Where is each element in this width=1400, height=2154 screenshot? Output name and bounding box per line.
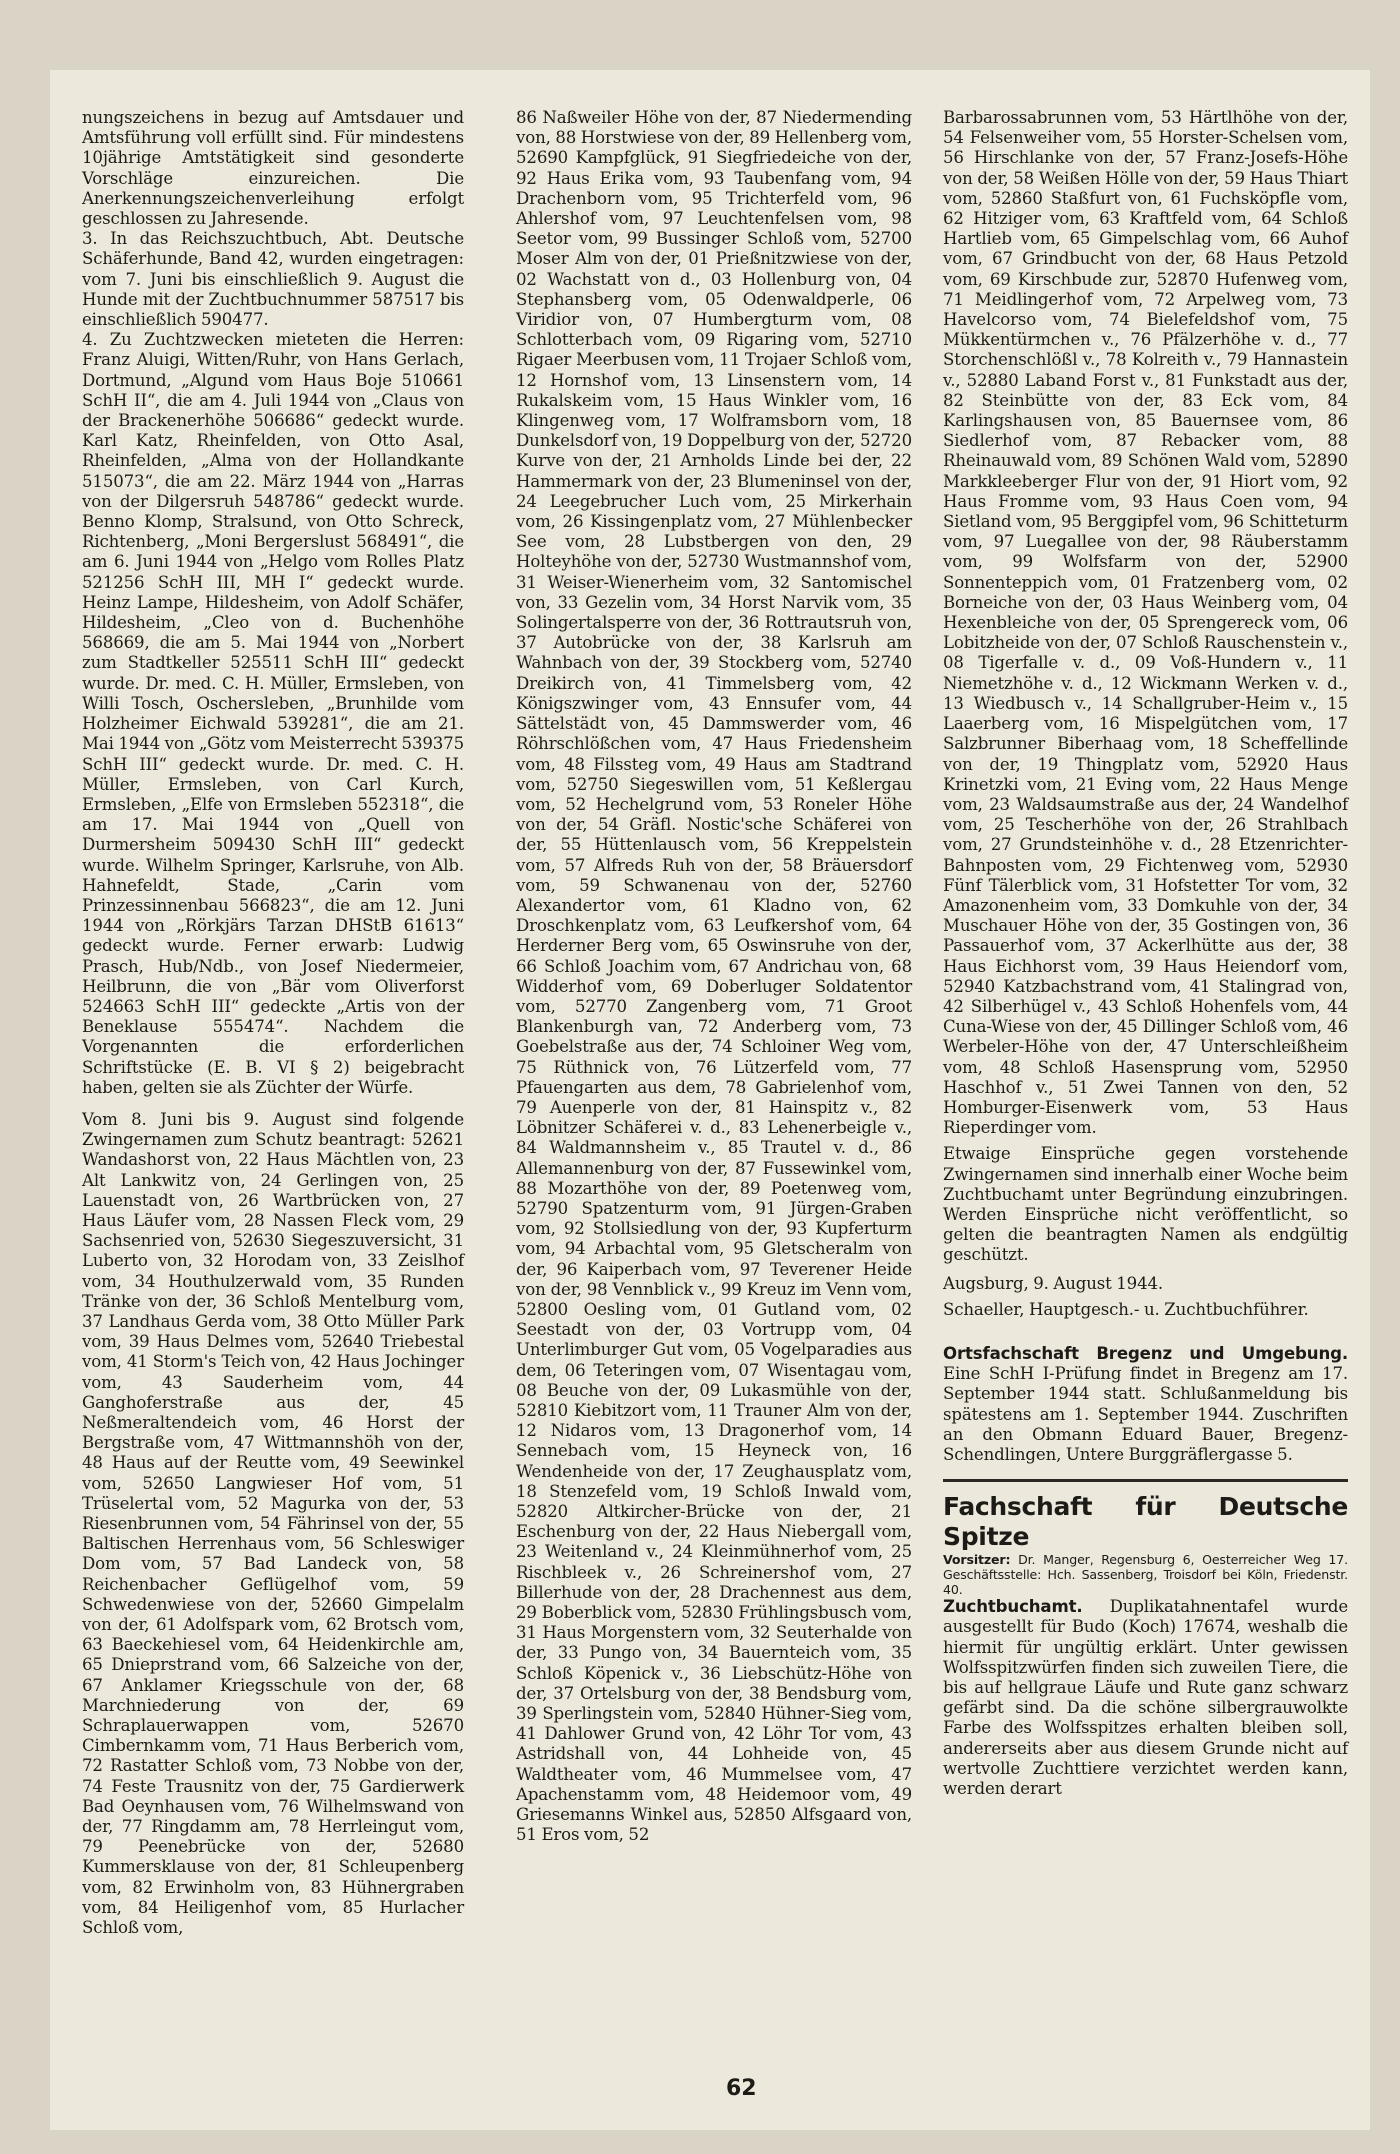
paragraph-kennel-names-start: Vom 8. Juni bis 9. August sind folgende Zwingernamen zum Schutz beantragt: 52621 Wandashorst von, 22 Haus Mächtlen von, 23 Alt Lankwitz von, 24 Gerlingen von, 25 Lauenstadt von, 26 Wartbrücken von, 27 Haus Läufer vom, 28 Nassen Fleck vom, 29 Sachsenried von, 52630 Siegeszuversicht, 31 Luberto von, 32 Horodam von, 33 Zeislhof vom, 34 Houthulzerwald vom, 35 Runden Tränke von der, 36 Schloß Mentelburg vom, 37 Landhaus Gerda vom, 38 Otto Müller Park vom, 39 Haus Delmes vom, 52640 Triebestal vom, 41 Storm's Teich von, 42 Haus Jochinger vom, 43 Sauderheim vom, 44 Ganghoferstraße aus der, 45 Neßmeraltendeich vom, 46 Horst der Bergstraße vom, 47 Wittmannshöh von der, 48 Haus auf der Reutte vom, 49 Seewinkel vom, 52650 Langwieser Hof vom, 51 Trüselertal vom, 52 Magurka von der, 53 Riesenbrunnen vom, 54 Fährinsel von der, 55 Baltischen Herrenhaus vom, 56 Schleswiger Dom vom, 57 Bad Landeck von, 58 Reichenbacher Geflügelhof vom, 59 Schwedenwiese von der, 52660 Gimpelalm von der, 61 Adolfspark vom, 62 Brotsch vom, 63 Baeckehiesel vom, 64 Heidenkirchle am, 65 Dnieprstrand vom, 66 Salzeiche von der, 67 Anklamer Kriegsschule von der, 68 Marchniederung von der, 69 Schraplauerwappen vom, 52670 Cimbernkamm vom, 71 Haus Berberich vom, 72 Rastatter Schloß vom, 73 Nobbe von der, 74 Feste Trausnitz von der, 75 Gardierwerk Bad Oeynhausen vom, 76 Wilhelmswand von der, 77 Ringdamm am, 78 Herrleingut vom, 79 Peenebrücke von der, 52680 Kummersklause von der, 81 Schleupenberg vom, 82 Erwinholm von, 83 Hühnergraben vom, 84 Heiligenhof vom, 85 Hurlacher Schloß vom, xyxy=(82,1109,464,1938)
notice-zuchtbuchamt-heading: Zuchtbuchamt. xyxy=(943,1597,1083,1617)
notice-bregenz-heading: Ortsfachschaft Bregenz und Umgebung. xyxy=(943,1343,1348,1363)
column-middle xyxy=(516,108,912,1845)
section-divider xyxy=(943,1479,1348,1482)
signature-line: Schaeller, Hauptgesch.- u. Zuchtbuchführer. xyxy=(943,1299,1309,1319)
paragraph-objections: Etwaige Einsprüche gegen vorstehende Zwingernamen sind innerhalb einer Woche beim Zuchtbuchamt unter Begründung einzubringen. Werden Einsprüche nicht veröffentlicht, so gelten die beantragten Namen als endgültig geschützt. xyxy=(943,1144,1348,1265)
section-meta-label: Vorsitzer: xyxy=(943,1552,1011,1568)
section-meta-text: Dr. Manger, Regensburg 6, Oesterreicher Weg 17. Geschäftsstelle: Hch. Sassenberg, Troisdorf bei Köln, Friedenstr. 40. xyxy=(943,1552,1348,1598)
notice-zuchtbuchamt xyxy=(943,1597,1348,1799)
notice-zuchtbuchamt-text: Duplikatahnentafel wurde ausgestellt für Budo (Koch) 17674, weshalb die hiermit für ungültig erklärt. Unter gewissen Wolfsspitzwürfen finden sich zuweilen Tiere, die bis auf hellgraue Läufe und Rute ganz schwarz gefärbt sind. Da die schöne silbergrauwolkte Farbe des Wolfsspitzes erhalten bleiben soll, andererseits aber aus diesem Grunde nicht auf wertvolle Zuchttiere verzichtet werden kann, werden derart xyxy=(943,1597,1348,1799)
section-title-spitze: Fachschaft für Deutsche Spitze xyxy=(943,1492,1348,1552)
paragraph-studbook: 3. In das Reichszuchtbuch, Abt. Deutsche Schäferhunde, Band 42, wurden eingetragen: vom 7. Juni bis einschließlich 9. August die Hunde mit der Zuchtbuchnummer 587517 bis einschließlich 590477. xyxy=(82,229,464,330)
notice-bregenz-text: Eine SchH I-Prüfung findet in Bregenz am 17. September 1944 statt. Schlußanmeldung bis spätestens am 1. September 1944. Zuschriften an den Obmann Eduard Bauer, Bregenz-Schendlingen, Untere Burggräflergasse 5. xyxy=(943,1364,1348,1464)
document-page xyxy=(50,70,1370,2130)
paragraph-kennel-names-end: Barbarossabrunnen vom, 53 Härtlhöhe von der, 54 Felsenweiher vom, 55 Horster-Schelsen vom, 56 Hirschlanke von der, 57 Franz-Josefs-Höhe von der, 58 Weißen Hölle von der, 59 Haus Thiart vom, 52860 Staßfurt von, 61 Fuchsköpfle vom, 62 Hitziger vom, 63 Kraftfeld vom, 64 Schloß Hartlieb vom, 65 Gimpelschlag vom, 66 Auhof vom, 67 Grindbucht von der, 68 Haus Petzold vom, 69 Kirschbude zur, 52870 Hufenweg vom, 71 Meidlingerhof vom, 72 Arpelweg vom, 73 Havelcorso vom, 74 Bielefeldshof vom, 75 Mükkentürmchen v., 76 Pfälzerhöhe v. d., 77 Storchenschlößl v., 78 Kolreith v., 79 Hannastein v., 52880 Laband Forst v., 81 Funkstadt aus der, 82 Steinbütte von der, 83 Eck vom, 84 Karlingshausen von, 85 Bauernsee vom, 86 Siedlerhof vom, 87 Rebacker vom, 88 Rheinauwald vom, 89 Schönen Wald vom, 52890 Markkleeberger Flur von der, 91 Hiort vom, 92 Haus Fromme vom, 93 Haus Coen vom, 94 Sietland vom, 95 Berggipfel vom, 96 Schitteturm vom, 97 Luegallee von der, 98 Räuberstamm vom, 99 Wolfsfarm von der, 52900 Sonnenteppich vom, 01 Fratzenberg vom, 02 Borneiche von der, 03 Haus Weinberg vom, 04 Hexenbleiche von der, 05 Sprengereck vom, 06 Lobitzheide von der, 07 Schloß Rauschenstein v., 08 Tigerfalle v. d., 09 Voß-Hundern v., 11 Niemetzhöhe v. d., 12 Wickmann Werken v. d., 13 Wiedbusch v., 14 Schallgruber-Heim v., 15 Laaerberg vom, 16 Mispelgütchen vom, 17 Salzbrunner Biberhaag vom, 18 Scheffellinde von der, 19 Thingplatz vom, 52920 Haus Krinetzki vom, 21 Eving vom, 22 Haus Menge vom, 23 Waldsaumstraße aus der, 24 Wandelhof vom, 25 Tescherhöhe von der, 26 Strahlbach vom, 27 Grundsteinhöhe v. d., 28 Etzenrichter-Bahnposten vom, 29 Fichtenweg vom, 52930 Fünf Tälerblick vom, 31 Hofstetter Tor vom, 32 Amazonenheim vom, 33 Domkuhle von der, 34 Muschauer Höhe von der, 35 Gostingen von, 36 Passauerhof vom, 37 Ackerlhütte aus der, 38 Haus Eichhorst vom, 39 Haus Heiendorf vom, 52940 Katzbachstrand vom, 41 Stalingrad von, 42 Silberhügel v., 43 Schloß Hohenfels vom, 44 Cuna-Wiese von der, 45 Dillinger Schloß vom, 46 Werbeler-Höhe von der, 47 Unterschleißheim vom, 48 Schloß Hasensprung vom, 52950 Haschhof v., 51 Zwei Tannen von den, 52 Homburger-Eisenwerk vom, 53 Haus Rieperdinger vom. xyxy=(943,108,1348,1138)
paragraph-breeding-leases: 4. Zu Zuchtzwecken mieteten die Herren: Franz Aluigi, Witten/Ruhr, von Hans Gerlach, Dortmund, „Algund vom Haus Boje 510661 SchH II“, die am 4. Juli 1944 von „Claus von der Brackenerhöhe 506686“ gedeckt wurde. Karl Katz, Rheinfelden, von Otto Asal, Rheinfelden, „Alma von der Hollandkante 515073“, die am 22. März 1944 von „Harras von der Dilgersruh 548786“ gedeckt wurde. Benno Klomp, Stralsund, von Otto Schreck, Richtenberg, „Moni Bergerslust 568491“, die am 6. Juni 1944 von „Helgo vom Rolles Platz 521256 SchH III, MH I“ gedeckt wurde. Heinz Lampe, Hildesheim, von Adolf Schäfer, Hildesheim, „Cleo von d. Buchenhöhe 568669, die am 5. Mai 1944 von „Norbert zum Stadtkeller 525511 SchH III“ gedeckt wurde. Dr. med. C. H. Müller, Ermsleben, von Willi Tosch, Oschersleben, „Brunhilde vom Holzheimer Eichwald 539281“, die am 21. Mai 1944 von „Götz vom Meisterrecht 539375 SchH III“ gedeckt wurde. Dr. med. C. H. Müller, Ermsleben, von Carl Kurch, Ermsleben, „Elfe von Ermsleben 552318“, die am 17. Mai 1944 von „Quell von Durmersheim 509430 SchH III“ gedeckt wurde. Wilhelm Springer, Karlsruhe, von Alb. Hahnefeldt, Stade, „Carin vom Prinzessinnenbau 566823“, die am 12. Juni 1944 von „Rörkjärs Tarzan DHStB 61613“ gedeckt wurde. Ferner erwarb: Ludwig Prasch, Hub/Ndb., von Josef Niedermeier, Heilbrunn, die von „Bär vom Oliverforst 524663 SchH III“ gedeckte „Artis von der Beneklause 555474“. Nachdem die Vorgenannten die erforderlichen Schriftstücke (E. B. VI § 2) beigebracht haben, gelten sie als Züchter der Würfe. xyxy=(82,330,464,1097)
dateline: Augsburg, 9. August 1944. xyxy=(943,1273,1164,1293)
column-right xyxy=(943,108,1348,1799)
section-meta-spitze xyxy=(943,1552,1348,1597)
page-number: 62 xyxy=(726,2076,757,2101)
paragraph-kennel-names-continued: 86 Naßweiler Höhe von der, 87 Niedermending von, 88 Horstwiese von der, 89 Hellenberg vom, 52690 Kampfglück, 91 Siegfriedeiche von der, 92 Haus Erika vom, 93 Taubenfang vom, 94 Drachenborn vom, 95 Trichterfeld vom, 96 Ahlershof vom, 97 Leuchtenfelsen vom, 98 Seetor vom, 99 Bussinger Schloß vom, 52700 Moser Alm von der, 01 Prießnitzwiese von der, 02 Wachstatt von d., 03 Hollenburg von, 04 Stephansberg vom, 05 Odenwaldperle, 06 Viridior von, 07 Humbergturm vom, 08 Schlotterbach vom, 09 Rigaring vom, 52710 Rigaer Meerbusen vom, 11 Trojaer Schloß vom, 12 Hornshof vom, 13 Linsenstern vom, 14 Rukalskeim vom, 15 Haus Winkler vom, 16 Klingenweg vom, 17 Wolframsborn vom, 18 Dunkelsdorf von, 19 Doppelburg von der, 52720 Kurve von der, 21 Arnholds Linde bei der, 22 Hammermark von der, 23 Blumeninsel von der, 24 Leegebrucher Luch vom, 25 Mirkerhain vom, 26 Kissingenplatz vom, 27 Mühlenbecker See vom, 28 Lubstbergen von den, 29 Holteyhöhe von der, 52730 Wustmannshof vom, 31 Weiser-Wienerheim vom, 32 Santomischel von, 33 Gezelin vom, 34 Horst Narvik vom, 35 Solingertalsperre von der, 36 Rottrautsruh von, 37 Autobrücke von der, 38 Karlsruh am Wahnbach von der, 39 Stockberg vom, 52740 Dreikirch von, 41 Timmelsberg vom, 42 Königszwinger vom, 43 Ennsufer vom, 44 Sättelstädt von, 45 Dammswerder vom, 46 Röhrschlößchen vom, 47 Haus Friedensheim vom, 48 Filssteg vom, 49 Haus am Stadtrand vom, 52750 Siegeswillen vom, 51 Keßlergau vom, 52 Hechelgrund vom, 53 Roneler Höhe von der, 54 Gräfl. Nostic'sche Schäferei von der, 55 Hüttenlausch vom, 56 Kreppelstein vom, 57 Alfreds Ruh von der, 58 Bräuersdorf vom, 59 Schwanenau von der, 52760 Alexandertor vom, 61 Kladno von, 62 Droschkenplatz vom, 63 Leufkershof vom, 64 Herderner Berg vom, 65 Oswinsruhe von der, 66 Schloß Joachim vom, 67 Andrichau von, 68 Widderhof vom, 69 Doberluger Soldatentor vom, 52770 Zangenberg vom, 71 Groot Blankenburgh van, 72 Anderberg vom, 73 Goebelstraße aus der, 74 Schloiner Weg vom, 75 Rüthnick von, 76 Lützerfeld vom, 77 Pfauengarten aus dem, 78 Gabrielenhof vom, 79 Auenperle von der, 81 Hainspitz v., 82 Löbnitzer Schäferei v. d., 83 Lehenerbeigle v., 84 Waldmannsheim v., 85 Trautel v. d., 86 Allemannenburg von der, 87 Fussewinkel vom, 88 Mozarthöhe von der, 89 Poetenweg vom, 52790 Spatzenturm vom, 91 Jürgen-Graben vom, 92 Stollsiedlung von der, 93 Kupferturm vom, 94 Arbachtal vom, 95 Gletscheralm von der, 96 Kaiperbach vom, 97 Teverener Heide von der, 98 Vennblick v., 99 Kreuz im Venn vom, 52800 Oesling vom, 01 Gutland vom, 02 Seestadt von der, 03 Vortrupp vom, 04 Unterlimburger Gut vom, 05 Vogelparadies aus dem, 06 Teteringen vom, 07 Wisentagau vom, 08 Beuche von der, 09 Lukasmühle von der, 52810 Kiebitzort vom, 11 Trauner Alm von der, 12 Nidaros vom, 13 Dragonerhof vom, 14 Sennebach vom, 15 Heyneck von, 16 Wendenheide von der, 17 Zeughausplatz vom, 18 Stenzefeld vom, 19 Schloß Inwald vom, 52820 Altkircher-Brücke von der, 21 Eschenburg von der, 22 Haus Niebergall vom, 23 Weitenland v., 24 Kleinmühnerhof vom, 25 Rischbleek v., 26 Schreinershof vom, 27 Billerhude von der, 28 Drachennest aus dem, 29 Boberblick vom, 52830 Frühlingsbusch vom, 31 Haus Morgenstern vom, 32 Seuterhalde von der, 33 Pungo von, 34 Bauernteich vom, 35 Schloß Köpenick v., 36 Liebschütz-Höhe von der, 37 Ortelsburg von der, 38 Bendsburg vom, 39 Sperlingstein vom, 52840 Hühner-Sieg vom, 41 Dahlower Grund von, 42 Löhr Tor vom, 43 Astridshall von, 44 Lohheide von, 45 Waldtheater vom, 46 Mummelsee vom, 47 Apachenstamm vom, 48 Heidemoor vom, 49 Griesemanns Winkel aus, 52850 Alfsgaard von, 51 Eros vom, 52 xyxy=(516,108,912,1845)
column-left xyxy=(82,108,464,1938)
paragraph-honors: nungszeichens in bezug auf Amtsdauer und Amtsführung voll erfüllt sind. Für mindestens 10jährige Amtstätigkeit sind gesonderte Vorschläge einzureichen. Die Anerkennungszeichenverleihung erfolgt geschlossen zu Jahresende. xyxy=(82,108,464,229)
notice-bregenz xyxy=(943,1344,1348,1465)
